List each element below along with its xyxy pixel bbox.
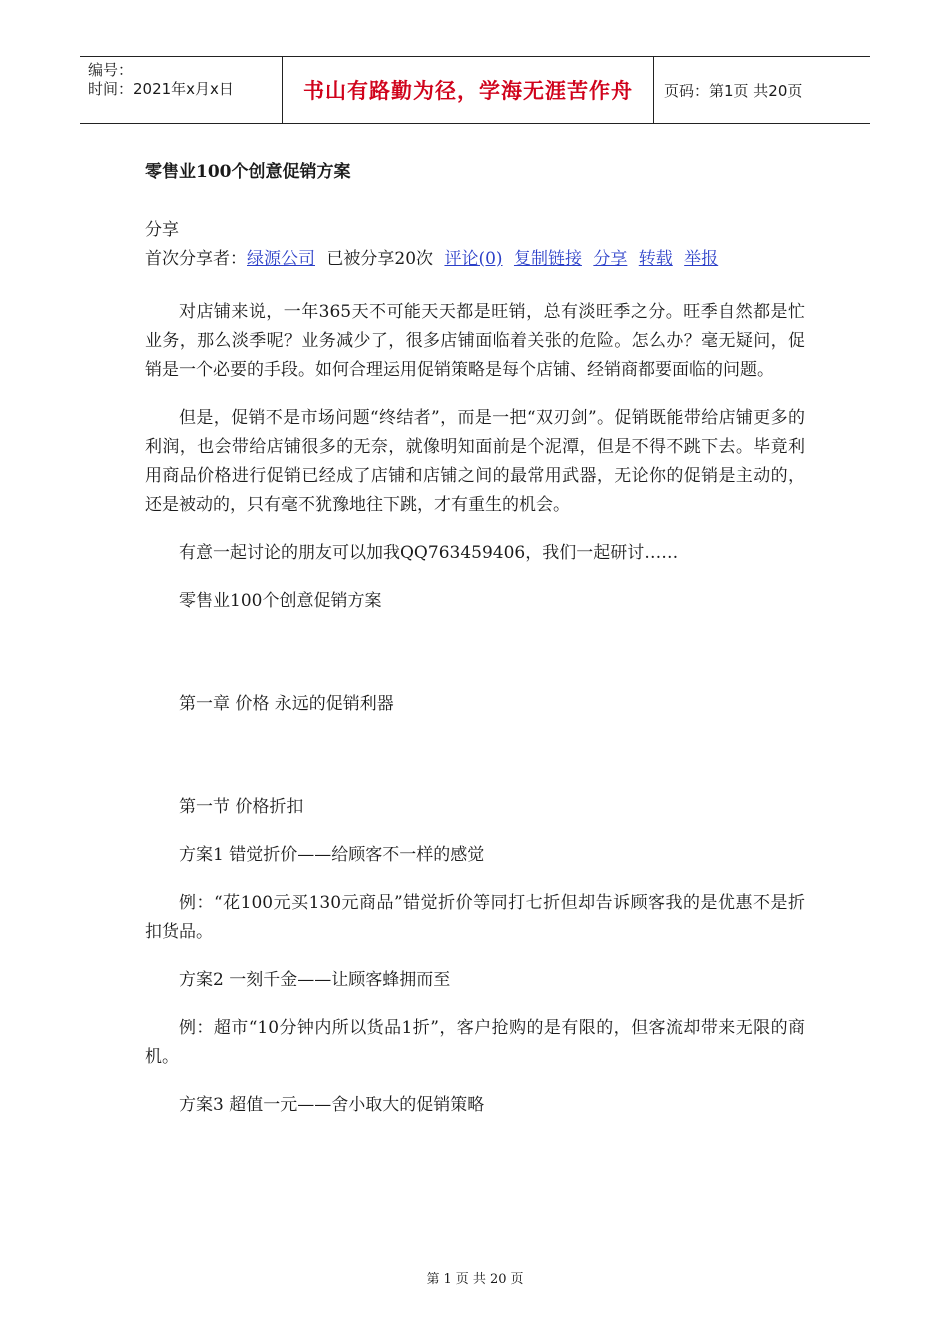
footer-prefix: 第 xyxy=(426,1272,440,1287)
share-bar xyxy=(145,244,805,274)
paragraph-double-edged: 但是，促销不是市场问题“终结者”，而是一把“双刃剑”。促销既能带给店铺更多的利润，也会带给店铺很多的无奈，就像明知面前是个泥潭，但是不得不跳下去。毕竟利用商品价格进行促销已经成了店铺和店铺之间的最常用武器，无论你的促销是主动的，还是被动的，只有毫不犹豫地往下跳，才有重生的机会。 xyxy=(145,408,805,515)
plan-3-title: 方案3 超值一元——舍小取大的促销策略 xyxy=(179,1095,485,1115)
chapter-heading: 第一章 价格 永远的促销利器 xyxy=(179,694,394,714)
share-label: 分享 xyxy=(145,220,179,240)
time-label: 时间：2021年x月x日 xyxy=(88,80,234,98)
document-title: 零售业100个创意促销方案 xyxy=(145,162,351,182)
sharer-link[interactable]: 绿源公司 xyxy=(247,249,315,269)
share-count: 已被分享20次 xyxy=(326,249,434,269)
document-header xyxy=(80,56,870,124)
header-motto: 书山有路勤为径，学海无涯苦作舟 xyxy=(282,57,654,123)
first-sharer-label: 首次分享者： xyxy=(145,249,247,269)
paragraph-subtitle: 零售业100个创意促销方案 xyxy=(179,591,382,611)
plan-1-title: 方案1 错觉折价——给顾客不一样的感觉 xyxy=(179,845,485,865)
repost-link[interactable]: 转载 xyxy=(638,249,673,269)
plan-2-title: 方案2 一刻千金——让顾客蜂拥而至 xyxy=(179,970,451,990)
copy-link-link[interactable]: 复制链接 xyxy=(513,249,582,269)
header-meta xyxy=(80,57,282,123)
plan-1-example: 例：“花100元买130元商品”错觉折价等同打七折但却告诉顾客我的是优惠不是折扣货品。 xyxy=(145,893,805,942)
serial-number-label: 编号： xyxy=(88,61,134,79)
paragraph-intro: 对店铺来说，一年365天不可能天天都是旺销，总有淡旺季之分。旺季自然都是忙业务，那么淡季呢？业务减少了，很多店铺面临着关张的危险。怎么办？毫无疑问，促销是一个必要的手段。如何合理运用促销策略是每个店铺、经销商都要面临的问题。 xyxy=(145,302,805,380)
plan-2-example: 例：超市“10分钟内所以货品1折”，客户抢购的是有限的，但客流却带来无限的商机。 xyxy=(145,1018,805,1067)
paragraph-contact: 有意一起讨论的朋友可以加我QQ763459406，我们一起研讨…… xyxy=(179,543,679,563)
footer-middle: 页 共 xyxy=(455,1272,486,1287)
footer-total-pages: 20 xyxy=(489,1272,507,1287)
page-footer xyxy=(0,1268,950,1287)
header-page-info: 页码：第1页 共20页 xyxy=(664,81,803,100)
section-heading: 第一节 价格折扣 xyxy=(179,797,304,817)
share-link[interactable]: 分享 xyxy=(593,249,628,269)
report-link[interactable]: 举报 xyxy=(684,249,719,269)
comment-link[interactable]: 评论(0) xyxy=(444,249,503,269)
document-body xyxy=(145,150,805,1120)
footer-suffix: 页 xyxy=(510,1272,524,1287)
footer-page-number: 1 xyxy=(443,1272,452,1287)
